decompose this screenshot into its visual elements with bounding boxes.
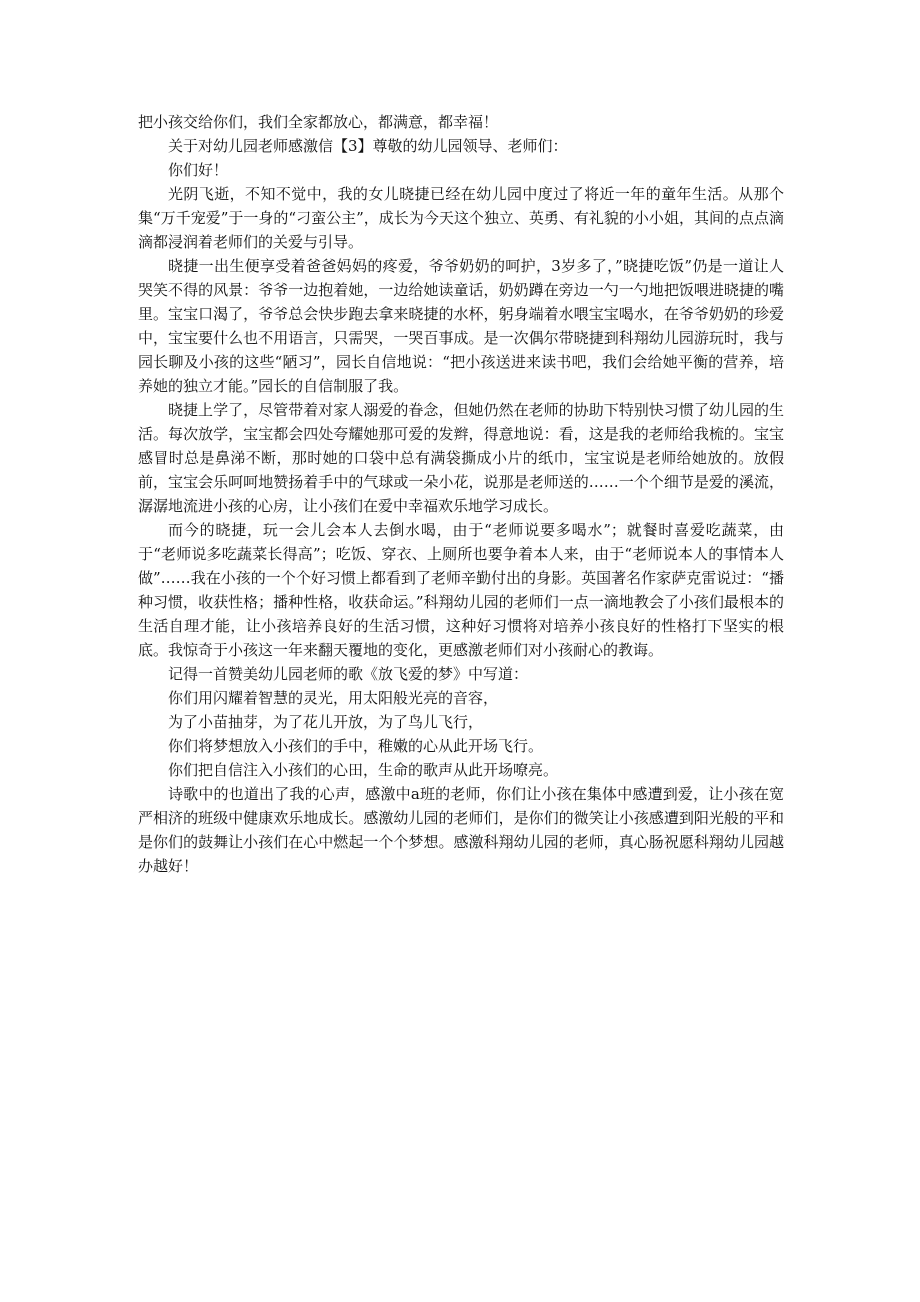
paragraph-3: 你们好！	[168, 161, 229, 179]
poem-line-3: 你们将梦想放入小孩们的手中，稚嫩的心从此开场飞行。	[168, 737, 544, 755]
paragraph-4: 光阴飞逝，不知不觉中，我的女儿晓捷已经在幼儿园中度过了将近一年的童年生活。从那个集“万千宠爱”于一身的“刁蛮公主”，成长为今天这个独立、英勇、有礼貌的小小姐，其间的点点滴滴都浸润着老师们的关爱与引导。	[138, 185, 784, 251]
poem-line-4: 你们把自信注入小孩们的心田，生命的歌声从此开场嘹亮。	[168, 761, 559, 779]
paragraph-5: 晓捷一出生便享受着爸爸妈妈的疼爱，爷爷奶奶的呵护，3岁多了，”晓捷吃饭”仍是一道让人哭笑不得的风景：爷爷一边抱着她，一边给她读童话，奶奶蹲在旁边一勺一勺地把饭喂进晓捷的嘴里。宝宝口渴了，爷爷总会快步跑去拿来晓捷的水杯，躬身端着水喂宝宝喝水，在爷爷奶奶的珍爱中，宝宝要什么也不用语言，只需哭，一哭百事成。是一次偶尔带晓捷到科翔幼儿园游玩时，我与园长聊及小孩的这些“陋习”，园长自信地说：“把小孩送进来读书吧，我们会给她平衡的营养，培养她的独立才能。”园长的自信制服了我。	[138, 257, 784, 395]
paragraph-8: 记得一首赞美幼儿园老师的歌《放飞爱的梦》中写道：	[168, 665, 529, 683]
poem-line-2: 为了小苗抽芽，为了花儿开放，为了鸟儿飞行，	[168, 713, 484, 731]
paragraph-6: 晓捷上学了，尽管带着对家人溺爱的眷念，但她仍然在老师的协助下特别快习惯了幼儿园的生活。每次放学，宝宝都会四处夸耀她那可爱的发辫，得意地说：看，这是我的老师给我梳的。宝宝感冒时总是鼻涕不断，那时她的口袋中总有满袋撕成小片的纸巾，宝宝说是老师给她放的。放假前，宝宝会乐呵呵地赞扬着手中的气球或一朵小花，说那是老师送的……一个个细节是爱的溪流，潺潺地流进小孩的心房，让小孩们在爱中幸福欢乐地学习成长。	[138, 401, 784, 515]
paragraph-closing: 诗歌中的也道出了我的心声，感激中a班的老师，你们让小孩在集体中感遭到爱，让小孩在宽严相济的班级中健康欢乐地成长。感激幼儿园的老师们，是你们的微笑让小孩感遭到阳光般的平和 是你们的鼓舞让小孩们在心中燃起一个个梦想。感激科翔幼儿园的老师，真心肠祝愿科翔幼儿园越办越好！	[138, 785, 784, 875]
paragraph-1: 把小孩交给你们，我们全家都放心，都满意，都幸福！	[138, 113, 499, 131]
poem-line-1: 你们用闪耀着智慧的灵光，用太阳般光亮的音容，	[168, 689, 499, 707]
document-body	[138, 110, 784, 878]
paragraph-7: 而今的晓捷，玩一会儿会本人去倒水喝，由于“老师说要多喝水”；就餐时喜爱吃蔬菜，由于“老师说多吃蔬菜长得高”；吃饭、穿衣、上厕所也要争着本人来，由于“老师说本人的事情本人做”……我在小孩的一个个好习惯上都看到了老师辛勤付出的身影。英国著名作家萨克雷说过：“播种习惯，收获性格；播种性格，收获命运。”科翔幼儿园的老师们一点一滴地教会了小孩们最根本的生活自理才能，让小孩培养良好的生活习惯，这种好习惯将对培养小孩良好的性格打下坚实的根底。我惊奇于小孩这一年来翻天覆地的变化，更感激老师们对小孩耐心的教诲。	[138, 521, 784, 659]
paragraph-2: 关于对幼儿园老师感激信【3】尊敬的幼儿园领导、老师们：	[168, 137, 568, 155]
